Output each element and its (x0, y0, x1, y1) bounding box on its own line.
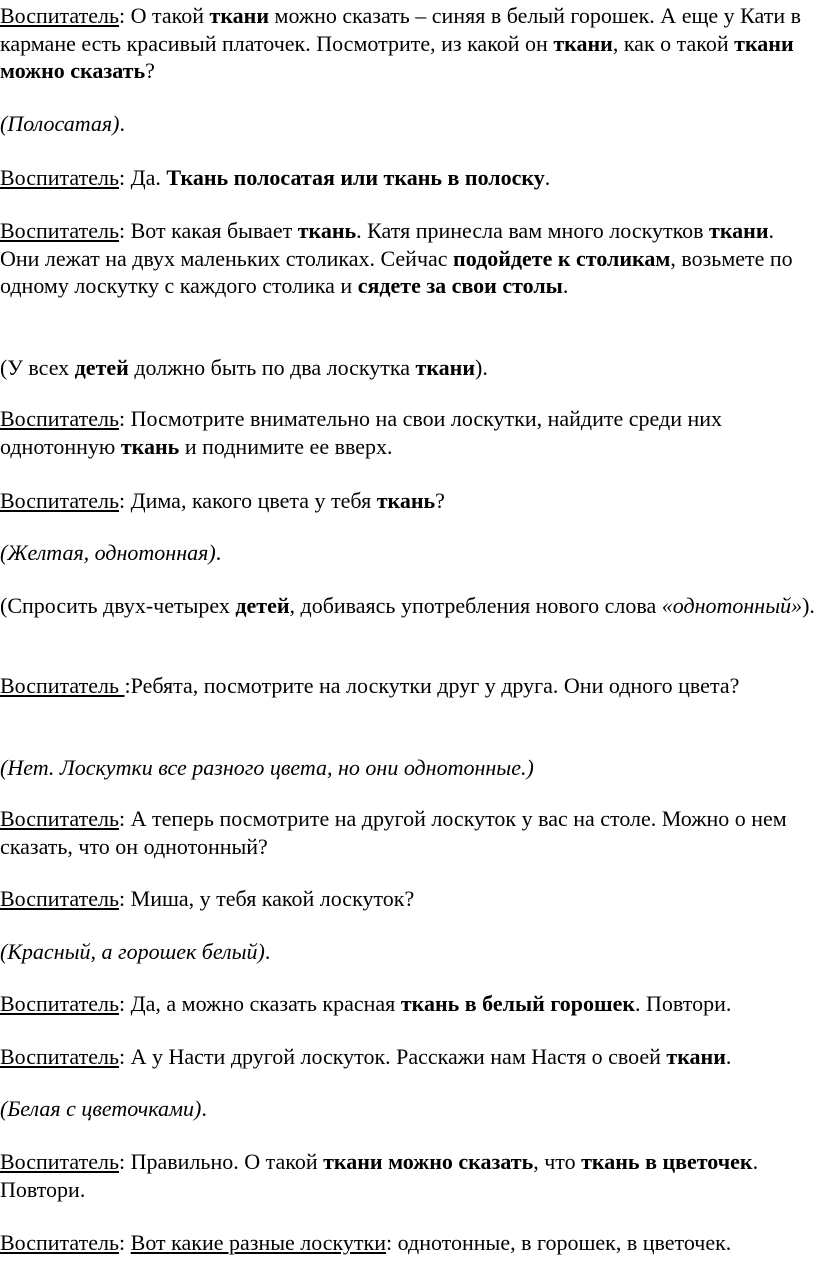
text-run: : Правильно. О такой (119, 1149, 324, 1174)
text-run: : однотонные, в горошек, в цветочек. (386, 1230, 732, 1255)
paragraph (0, 938, 816, 966)
italic-text: «однотонный» (661, 593, 803, 618)
text-run: . Повтори. (0, 1149, 759, 1202)
bold-text: ткани можно сказать (0, 30, 794, 83)
underlined-text: Воспитатель (0, 886, 120, 911)
text-run: . (215, 540, 222, 565)
underlined-text: Воспитатель (0, 1044, 120, 1069)
paragraph (0, 1043, 816, 1071)
text-run: : О такой (119, 3, 210, 28)
text-run: : (119, 1230, 131, 1255)
text-run: и поднимите ее вверх. (179, 433, 393, 459)
bold-text: подойдете к столикам (453, 245, 671, 271)
text-run: . (119, 111, 125, 136)
underlined-text: Воспитатель (0, 3, 120, 28)
text-run: . Они лежат на двух маленьких столиках. Сейчас (0, 218, 775, 271)
italic-text: (Белая с цветочками) (0, 1096, 202, 1121)
text-run: можно сказать – синяя в белый горошек. А еще у Кати в кармане есть красивый платочек. Посмотрите, из какой он (0, 3, 802, 56)
text-run: должно быть по два лоскутка (128, 355, 416, 380)
text-run: : Вот какая бывает (119, 218, 298, 243)
text-run: : А теперь посмотрите на другой лоскуток у вас на столе. Можно о нем сказать, что он однотонный? (0, 806, 787, 859)
text-run: ). (802, 593, 815, 618)
paragraph (0, 885, 816, 913)
bold-text: ткань (297, 218, 357, 243)
paragraph (0, 990, 816, 1018)
bold-text: ткани можно сказать (323, 1149, 534, 1174)
text-run: : Да. (119, 165, 167, 190)
text-run: . Катя принесла вам много лоскутков (356, 218, 710, 243)
underlined-text: Воспитатель (0, 1149, 120, 1174)
underlined-text: Воспитатель (0, 1230, 120, 1255)
underlined-text: Воспитатель (0, 488, 120, 513)
bold-text: ткани (415, 355, 476, 380)
paragraph (0, 672, 816, 700)
text-run: ? (435, 488, 445, 513)
italic-text: (Красный, а горошек белый) (0, 939, 265, 964)
bold-text: детей (74, 355, 129, 380)
text-run: ). (475, 355, 488, 380)
paragraph (0, 1095, 816, 1123)
paragraph (0, 164, 816, 192)
bold-text: ткани (553, 30, 613, 56)
paragraph (0, 1148, 816, 1203)
text-run: : А у Насти другой лоскуток. Расскажи нам Настя о своей (119, 1044, 667, 1069)
underlined-text: Вот какие разные лоскутки (130, 1230, 387, 1255)
text-run: , добиваясь употребления нового слова (289, 593, 662, 618)
underlined-text: Воспитатель (0, 991, 120, 1016)
text-run: , что (533, 1149, 582, 1174)
italic-text: (Нет. Лоскутки все разного цвета, но они однотонные.) (0, 755, 534, 780)
text-run: , возьмете по одному лоскутку с каждого столика и (0, 245, 793, 298)
bold-text: ткани (209, 3, 270, 28)
paragraph (0, 592, 816, 620)
paragraph (0, 405, 816, 460)
underlined-text: Воспитатель (0, 218, 120, 243)
text-run: : Дима, какого цвета у тебя (119, 488, 377, 513)
paragraph (0, 805, 816, 860)
text-run: :Ребята, посмотрите на лоскутки друг у друга. Они одного цвета? (124, 673, 740, 698)
bold-text: ткань (376, 488, 436, 513)
paragraph (0, 110, 816, 138)
bold-text: ткань в цветочек (581, 1149, 753, 1174)
bold-text: ткань (120, 433, 180, 459)
text-run: (У всех (0, 355, 75, 380)
paragraph (0, 217, 816, 300)
bold-text: ткань в белый горошек (400, 991, 636, 1016)
text-run: . (562, 273, 569, 298)
bold-text: ткани (709, 218, 769, 243)
paragraph (0, 487, 816, 515)
text-run: . (544, 165, 551, 190)
underlined-text: Воспитатель (0, 406, 120, 431)
text-run: : Миша, у тебя какой лоскуток? (119, 886, 415, 911)
text-run: . (725, 1044, 732, 1069)
underlined-text: Воспитатель (0, 165, 120, 190)
bold-text: Ткань полосатая или ткань в полоску (166, 165, 545, 190)
paragraph (0, 354, 816, 382)
underlined-text: Воспитатель (0, 673, 125, 698)
text-run: ? (145, 58, 155, 83)
text-run: , как о такой (612, 30, 735, 56)
italic-text: (Полосатая) (0, 111, 120, 136)
text-run: : Да, а можно сказать красная (119, 991, 401, 1016)
paragraph (0, 539, 816, 567)
text-run: (Спросить двух-четырех (0, 593, 236, 618)
text-run: : Посмотрите внимательно на свои лоскутки, найдите среди них однотонную (0, 406, 723, 459)
bold-text: сядете за свои столы (357, 273, 563, 298)
paragraph (0, 1229, 816, 1257)
underlined-text: Воспитатель (0, 806, 120, 831)
paragraph (0, 2, 816, 85)
paragraph (0, 754, 816, 782)
bold-text: ткани (666, 1044, 726, 1069)
italic-text: (Желтая, однотонная) (0, 540, 216, 565)
text-run: . Повтори. (635, 991, 732, 1016)
text-run: . (264, 939, 271, 964)
bold-text: детей (235, 593, 290, 618)
text-run: . (201, 1096, 207, 1121)
